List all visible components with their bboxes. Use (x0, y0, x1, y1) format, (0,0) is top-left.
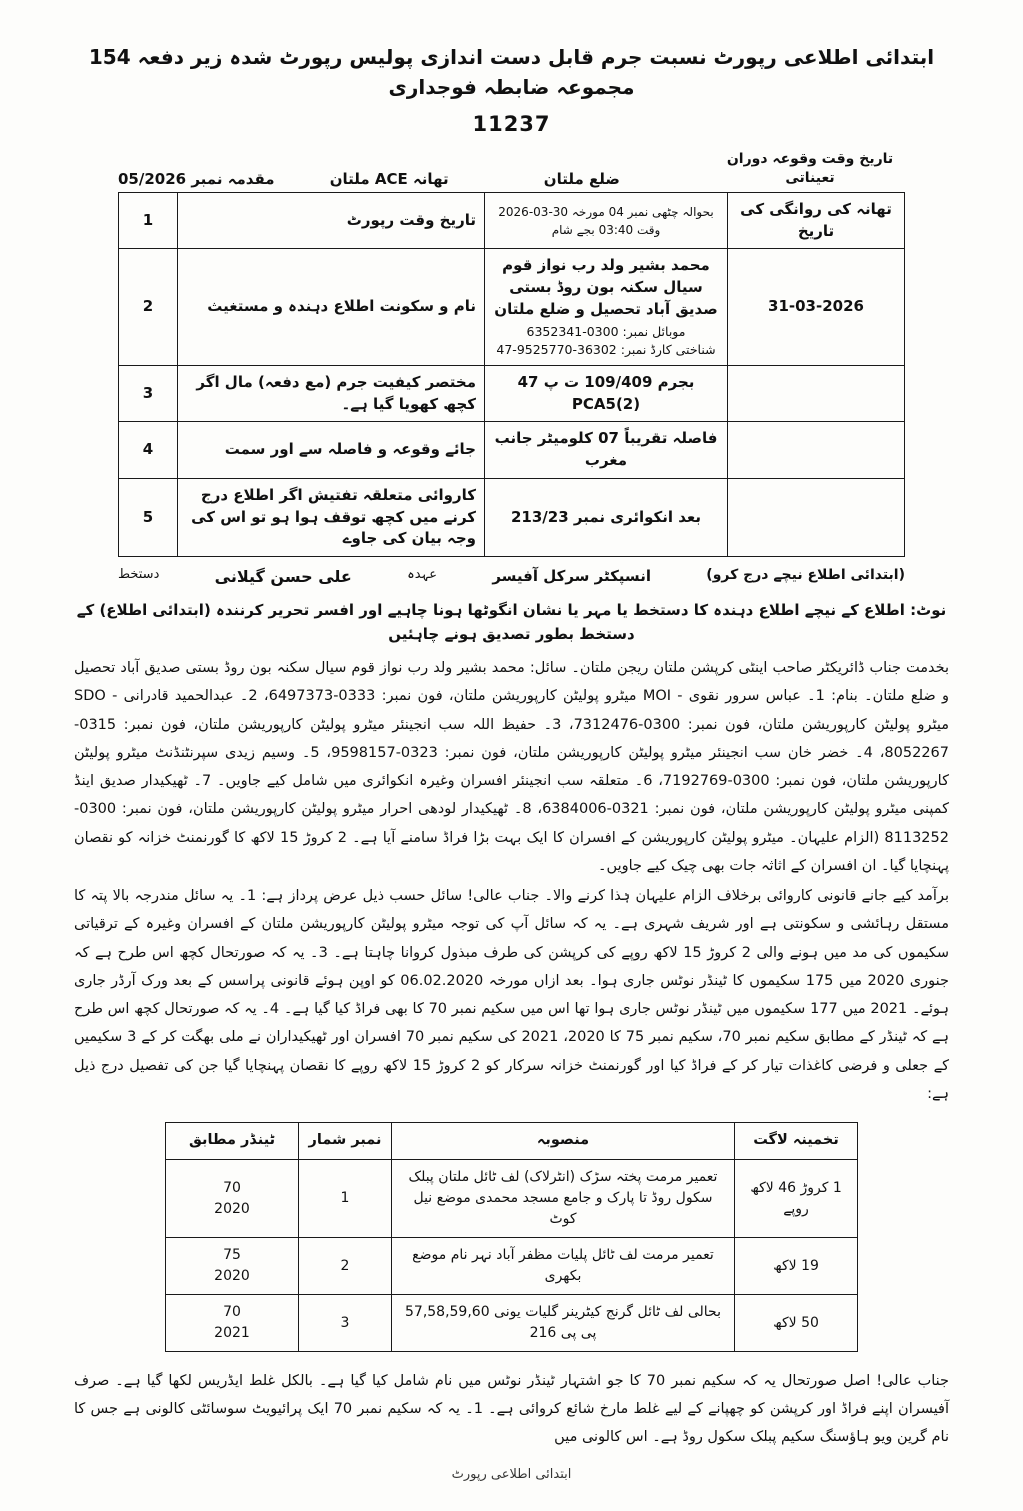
schemes-header-row (166, 1123, 858, 1160)
row-4-number: 4 (119, 422, 178, 479)
scheme-1-tender (166, 1160, 299, 1238)
case-number-value: 05/2026 (118, 169, 187, 188)
scheme-1-tender-year: 2020 (214, 1200, 250, 1217)
row-1-number: 1 (119, 192, 178, 249)
row-1-value-sub: بحوالہ چٹھی نمبر 04 مورخہ 30-03-2026 وقت 03:40 بجے شام (498, 205, 714, 237)
complaint-paragraph-1: بخدمت جناب ڈائریکٹر صاحب اینٹی کرپشن ملتان ریجن ملتان۔ سائل: محمد بشیر ولد رب نواز قوم سیال سکنہ بون روڈ بستی صدیق آباد تحصیل و ضلع ملتان۔ بنام: 1۔ عباس سرور نقوی - MOI میٹرو پولیٹن کارپوریشن ملتان، فون نمبر: 0333-6497373، 2۔ عبدالحمید قادرانی - SDO میٹرو پولیٹن کارپوریشن ملتان، فون نمبر: 0300-7312476، 3۔ حفیظ اللہ سب انجینئر میٹرو پولیٹن کارپوریشن ملتان، فون نمبر: 0315-8052267، 4۔ خضر خان سب انجینئر میٹرو پولیٹن کارپوریشن ملتان، فون نمبر: 0323-9598157، 5۔ وسیم زیدی سپرنٹنڈنٹ میٹرو پولیٹن کارپوریشن ملتان، فون نمبر: 0300-7192769، 6۔ متعلقہ سب انجینئر افسران وغیرہ انکوائری میں شامل کیے جاویں۔ 7۔ ٹھیکیدار صدیق اینڈ کمپنی میٹرو پولیٹن کارپوریشن ملتان، فون نمبر: 0321-6384006، 8۔ ٹھیکیدار لودھی احرار میٹرو پولیٹن کارپوریشن ملتان، فون نمبر: 0300-8113252 (الزام علیہان۔ میٹرو پولیٹن کارپوریشن کے افسران کا ایک بہت بڑا فراڈ سامنے آیا ہے۔ 2 کروڑ 15 لاکھ کا گورنمنٹ خزانہ کو نقصان پہنچایا گیا۔ ان افسران کے اثاثہ جات بھی چیک کیے جاویں۔ (74, 660, 950, 874)
row-5-value: بعد انکوائری نمبر 213/23 (485, 478, 728, 556)
row-1-side-date: 31-03-2026 (728, 249, 905, 366)
complaint-paragraph-2: برآمد کیے جانے قانونی کاروائی برخلاف الزام علیہان ہٰذا کرنے والا۔ جناب عالی! سائل حسب ذیل عرض پرداز ہے: 1۔ یہ سائل مندرجہ بالا پتہ کا مستقل رہائشی و سکونتی ہے اور شریف شہری ہے۔ یہ کہ سائل آپ کی توجہ میٹرو پولیٹن کارپوریشن ملتان کے افسران وغیرہ کے ترقیاتی سکیموں کی مد میں ہونے والی 2 کروڑ 15 لاکھ روپے کی کرپشن کی طرف مبذول کروانا چاہتا ہے۔ 3۔ یہ کہ صورتحال کچھ اس طرح ہے کہ جنوری 2020 میں 175 سکیموں کا ٹینڈر نوٹس جاری ہوا۔ بعد ازاں مورخہ 06.02.2020 کو اوپن ہوئے قانونی پراسس کے بعد ورک آرڈر جاری ہوئے۔ 2021 میں 177 سکیموں میں ٹینڈر نوٹس جاری ہوا تھا اس میں سکیم نمبر 70 کا بھی فراڈ کیا گیا ہے۔ 4۔ یہ کہ صورتحال کچھ اس طرح ہے کہ ٹینڈر کے مطابق سکیم نمبر 70، سکیم نمبر 75 کا 2020، 2021 کی سکیم نمبر 70 افسران اور ٹھیکیداران نے ملی بھگت کر کے 3 سکیمیں کے جعلی و فرضی کاغذات تیار کر کے فراڈ کیا اور گورنمنٹ خزانہ سرکار کو 2 کروڑ 15 لاکھ روپے کا نقصان پہنچایا گیا جن کی تفصیل درج ذیل ہے: (74, 888, 950, 1103)
schemes-col-cost: تخمینہ لاگت (735, 1123, 858, 1160)
designation-block (492, 567, 651, 585)
scheme-3-description: بحالی لف ٹائل گرنج کیٹرینر گلیات یونی 57,58,59,60 پی پی 216 (392, 1295, 735, 1352)
complaint-body (74, 654, 949, 1108)
scheme-2-tender-number: 75 (223, 1247, 241, 1264)
row-5-number: 5 (119, 478, 178, 556)
row-2-mobile: موبائل نمبر: 0300-6352341 (526, 323, 686, 339)
police-station-meta (330, 170, 489, 188)
table-row (119, 422, 905, 479)
row-2-value-main: محمد بشیر ولد رب نواز قوم سیال سکنہ بون روڈ بستی صدیق آباد تحصیل و ضلع ملتان (494, 256, 718, 318)
closing-paragraph (74, 1367, 949, 1452)
table-row (119, 478, 905, 556)
scheme-3-tender-number: 70 (223, 1304, 241, 1321)
schemes-col-tender: ٹینڈر مطابق (166, 1123, 299, 1160)
signature-label: دستخط (118, 567, 160, 583)
row-1-value (485, 192, 728, 249)
scheme-2-tender (166, 1238, 299, 1295)
case-number-label: مقدمہ نمبر (191, 169, 275, 188)
schemes-col-description: منصوبہ (392, 1123, 735, 1160)
case-meta-row (118, 150, 905, 188)
case-number-meta (118, 170, 275, 188)
scheme-1-serial: 1 (299, 1160, 392, 1238)
table-row (166, 1238, 858, 1295)
fir-main-table (118, 192, 905, 557)
initial-report-note: (ابتدائی اطلاع نیچے درج کرو) (706, 567, 905, 584)
form-number: 11237 (472, 112, 551, 136)
row-2-value (485, 249, 728, 366)
table-row (119, 192, 905, 249)
proceeding-date-header: تھانہ کی روانگی کی تاریخ (728, 192, 905, 249)
scheme-3-tender (166, 1295, 299, 1352)
scheme-1-tender-number: 70 (223, 1179, 241, 1196)
scheme-2-cost: 19 لاکھ (735, 1238, 858, 1295)
police-station-label: تھانہ (413, 169, 449, 188)
district-meta (544, 170, 660, 188)
scheme-3-cost: 50 لاکھ (735, 1295, 858, 1352)
row-5-side (728, 478, 905, 556)
closing-paragraph-1: جناب عالی! اصل صورتحال یہ کہ سکیم نمبر 70 کا جو اشتہار ٹینڈر نوٹس میں نام شامل کیا گیا ہے۔ بالکل غلط ایڈریس لکھا گیا ہے۔ صرف آفیسران اپنے فراڈ اور کرپشن کو چھپانے کے لیے غلط مارخ شائع کروائی ہے۔ 1۔ یہ کہ سکیم نمبر 70 ایک پرائیویٹ سوسائٹی کالونی ہے جس کا نام گرین ویو ہاؤسنگ سکیم پبلک سکول روڈ ہے۔ اس کالونی میں (74, 1372, 949, 1446)
scheme-3-tender-year: 2021 (214, 1325, 250, 1342)
signature-row (118, 567, 905, 586)
row-4-label: جائے وقوعہ و فاصلہ سے اور سمت (178, 422, 485, 479)
row-2-label: نام و سکونت اطلاع دہندہ و مستغیث (178, 249, 485, 366)
row-5-label: کاروائی متعلقہ تفتیش اگر اطلاع درج کرنے میں کچھ توقف ہوا ہو تو اس کی وجہ بیان کی جاوے (178, 478, 485, 556)
police-station-value: ACE ملتان (329, 169, 408, 188)
signature-label-block (118, 567, 159, 582)
designation-label: عہدہ (407, 567, 437, 583)
table-row (166, 1295, 858, 1352)
verification-note: نوٹ: اطلاع کے نیچے اطلاع دہندہ کا دستخط یا مہر یا نشان انگوٹھا ہونا چاہیے اور افسر تحریر کرنندہ (ابتدائی اطلاع) کے دستخط بطور تصدیق ہونے چاہئیں (76, 601, 947, 644)
footer-stamp: ابتدائی اطلاعی رپورٹ (451, 1467, 572, 1483)
officer-name-block (215, 567, 352, 586)
row-3-side (728, 365, 905, 422)
row-1-label: تاریخ وقت رپورٹ (178, 192, 485, 249)
scheme-1-description: تعمیر مرمت پختہ سڑک (انٹرلاک) لف ٹائل ملتان پبلک سکول روڈ تا پارک و جامع مسجد محمدی موضع نیل کوٹ (392, 1160, 735, 1238)
schemes-col-serial: نمبر شمار (299, 1123, 392, 1160)
scheme-3-serial: 3 (299, 1295, 392, 1352)
scheme-2-serial: 2 (299, 1238, 392, 1295)
row-2-number: 2 (119, 249, 178, 366)
date-time-column-header: تاریخ وقت وقوعہ دوران تعیناتی (726, 151, 894, 186)
officer-name: علی حسن گیلانی (214, 567, 352, 587)
scheme-2-tender-year: 2020 (214, 1268, 250, 1285)
row-3-number: 3 (119, 365, 178, 422)
table-row (119, 249, 905, 366)
designation-value: انسپکٹر سرکل آفیسر (492, 567, 651, 586)
district-value: ملتان (543, 169, 584, 188)
row-4-value: فاصلہ تقریباً 07 کلومیٹر جانب مغرب (485, 422, 728, 479)
scheme-1-cost: 1 کروڑ 46 لاکھ روپے (735, 1160, 858, 1238)
row-4-side (728, 422, 905, 479)
row-3-value: بجرم 109/409 ت پ 47 PCA5(2) (485, 365, 728, 422)
row-2-cnic: شناختی کارڈ نمبر: 36302-9525770-47 (496, 341, 716, 357)
district-label: ضلع (588, 169, 620, 188)
scheme-2-description: تعمیر مرمت لف ٹائل پلیات مظفر آباد نہر نام موضع بکھری (392, 1238, 735, 1295)
designation-label-block (407, 567, 437, 582)
document-title: ابتدائی اطلاعی رپورٹ نسبت جرم قابل دست اندازی پولیس رپورٹ شدہ زیر دفعہ 154 مجموعہ ضابطہ فوجداری (88, 45, 935, 99)
document-header (0, 0, 1023, 136)
row-3-label: مختصر کیفیت جرم (مع دفعہ) مال اگر کچھ کھویا گیا ہے۔ (178, 365, 485, 422)
table-row (119, 365, 905, 422)
schemes-table (165, 1122, 858, 1352)
table-row (166, 1160, 858, 1238)
